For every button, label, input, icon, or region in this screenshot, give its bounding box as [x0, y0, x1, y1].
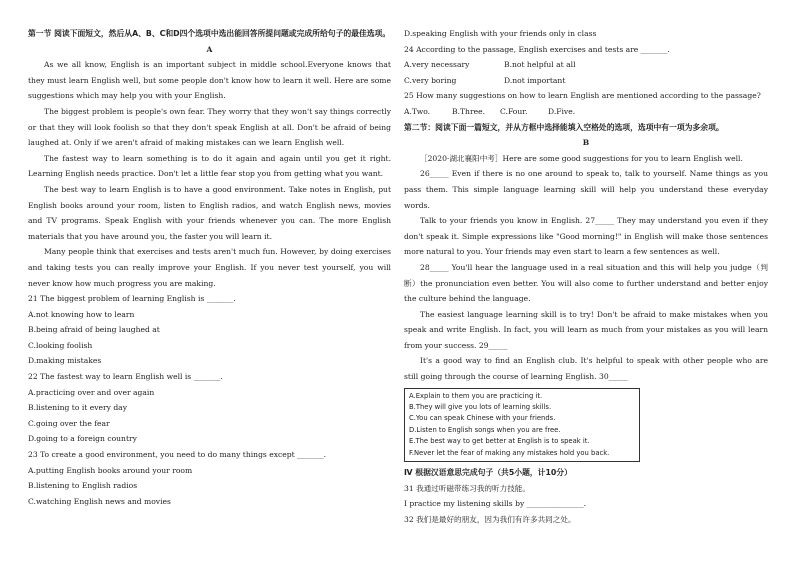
box-option: A.Explain to them you are practicing it. — [409, 391, 543, 400]
box-option: B.They will give you lots of learning skills. — [409, 403, 552, 412]
section2-heading: 第二节：阅读下面一篇短文，并从方框中选择能填入空格处的选项，选项中有一项为多余项。 — [404, 122, 724, 132]
question-24-options-row — [404, 73, 768, 89]
passage-a-paragraph: As we all know, English is an important subject in middle school.Everyone knows that they must learn English well, but some people don't know how to learn it well. Here are some suggestions which may help you with your English. — [28, 60, 391, 101]
question-option: A.practicing over and over again — [28, 387, 155, 397]
question-option: C.looking foolish — [28, 340, 93, 350]
passage-a-paragraph: The biggest problem is people's own fear. They worry that they won't say things correctly or that they will look foolish so that they don't speak English at all. Don't be afraid of being laughed at. Only if we aren't afraid of making mistakes can we learn English well. — [28, 106, 391, 148]
question-option: B.listening to it every day — [28, 403, 128, 413]
question-24-options-row — [404, 57, 768, 73]
left-column — [28, 26, 391, 509]
passage-b-label: B — [582, 138, 590, 148]
question-23-option-d: D.speaking English with your friends only in class — [404, 29, 597, 38]
question-option: D.going to a foreign country — [28, 434, 137, 444]
question-option: B.listening to English radios — [28, 481, 138, 491]
passage-b-paragraph: It's a good way to find an English club. It's helpful to speak with other people who are still going through the course of learning English. 30_____ — [404, 356, 768, 382]
question-24-stem: 24 According to the passage, English exercises and tests are _______. — [404, 44, 670, 54]
right-column — [404, 26, 768, 527]
question-25-stem: 25 How many suggestions on how to learn English are mentioned according to the passage? — [404, 91, 761, 101]
box-option: D.Listen to English songs when you are free. — [409, 425, 561, 434]
question-31-english: I practice my listening skills by _______________. — [404, 499, 587, 509]
box-option: E.The best way to get better at English is to speak it. — [409, 437, 590, 446]
question-option: C.Four. — [500, 106, 528, 116]
question-option: C.very boring — [404, 75, 457, 85]
passage-b-paragraph: ［2020·湖北襄阳中考］Here are some good suggestions for you to learn English well. — [420, 153, 743, 163]
section1-heading: 第一节 阅读下面短文，然后从A、B、C和D四个选项中选出能回答所提问题或完成所给句子的最佳选项。 — [28, 29, 391, 38]
question-32-chinese: 32 我们是最好的朋友，因为我们有许多共同之处。 — [404, 514, 576, 524]
question-option: D.making mistakes — [28, 356, 102, 366]
passage-b-paragraph: The easiest language learning skill is to try! Don't be afraid to make mistakes when you speak and write English. In fact, you will learn as much from your mistakes as you will learn from your success. 29_____ — [404, 309, 768, 350]
question-option: D.Five. — [548, 106, 576, 116]
passage-a-paragraph: Many people think that exercises and tests aren't much fun. However, by doing exercises and taking tests you can really improve your English. If you never test yourself, you will never know how much progress you are making. — [28, 247, 391, 288]
question-option: B.being afraid of being laughed at — [28, 325, 160, 335]
passage-a-paragraph: The fastest way to learn something is to do it again and again until you get it right. Learning English needs practice. Don't let a little fear stop you from getting what you want. — [28, 153, 391, 179]
options-box — [404, 388, 640, 462]
question-option: A.very necessary — [404, 60, 470, 70]
question-option: D.not important — [504, 75, 566, 85]
question-option: A.not knowing how to learn — [28, 309, 135, 319]
section4-heading: Ⅳ 根据汉语意思完成句子（共5小题，计10分） — [404, 468, 572, 478]
question-option: A.putting English books around your room — [28, 465, 193, 475]
question-31-chinese: 31 我通过听磁带练习我的听力技能。 — [404, 483, 530, 493]
question-21-stem: 21 The biggest problem of learning English is _______. — [28, 294, 236, 304]
passage-b-paragraph: 26_____ Even if there is no one around to speak to, talk to yourself. Name things as you pass them. This simple language learning skill will help you understand these everyday words. — [404, 169, 768, 210]
question-23-stem: 23 To create a good environment, you need to do many things except _______. — [28, 450, 327, 460]
passage-a-label: A — [206, 44, 213, 54]
passage-a-paragraph: The best way to learn English is to have a good environment. Take notes in English, put English books around your room, listen to English radios, and watch English news, movies and TV programs. Speak English with your friends whenever you can. The more English materials that you have around you, the faster you will learn it. — [28, 184, 391, 241]
question-option: B.not helpful at all — [504, 60, 576, 70]
box-option: F.Never let the fear of making any mistakes hold you back. — [409, 448, 610, 457]
question-option: C.watching English news and movies — [28, 496, 171, 506]
passage-b-paragraph: Talk to your friends you know in English. 27_____ They may understand you even if they don't speak it. Simple expressions like "Good morning!" in English will make those sentences more natural to you. Your friends may even start to learn a few sentences as well. — [404, 216, 768, 257]
question-option: A.Two. — [404, 106, 431, 116]
passage-b-paragraph: 28_____ You'll hear the language used in a real situation and this will help you judge（判断）the pronunciation even better. You will also come to further understand and better enjoy the culture behind the language. — [404, 262, 768, 304]
question-25-options-row — [404, 104, 768, 120]
box-option: C.You can speak Chinese with your friends. — [409, 414, 556, 423]
question-option: B.Three. — [452, 106, 485, 116]
question-option: C.going over the fear — [28, 418, 110, 428]
question-22-stem: 22 The fastest way to learn English well is _______. — [28, 372, 223, 382]
